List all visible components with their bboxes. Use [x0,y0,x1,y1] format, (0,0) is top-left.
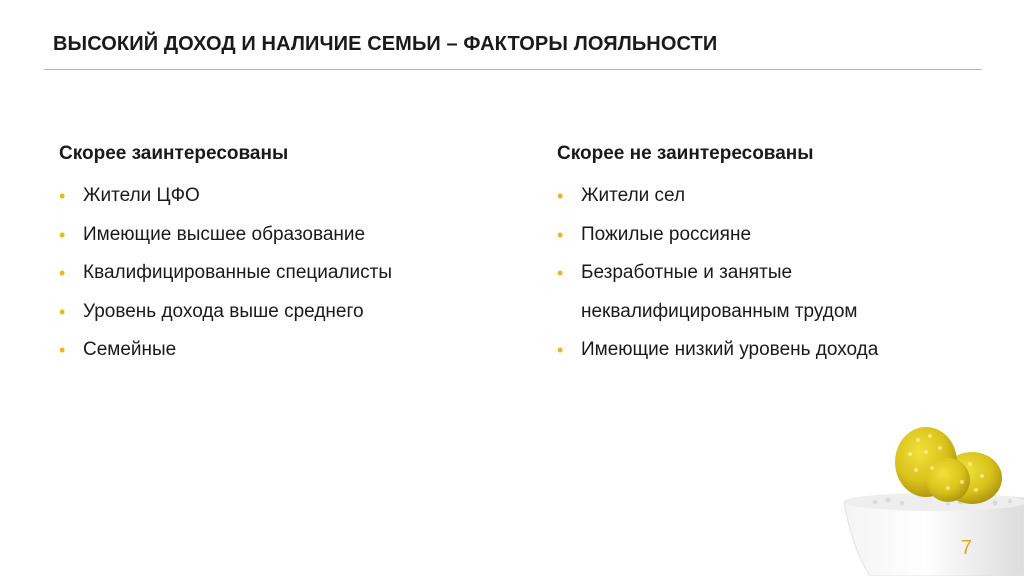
not-interested-list [557,177,977,370]
list-item: • Квалифицированные специалисты [59,254,479,293]
bullet-icon: • [59,340,66,360]
bullet-icon: • [557,186,564,206]
bullet-icon: • [59,186,66,206]
list-item: • Жители сел [557,177,977,216]
bullet-icon: • [59,224,66,245]
list-item: • Уровень дохода выше среднего [59,293,479,332]
list-item: • Жители ЦФО [59,177,479,216]
list-item: • Безработные и занятые неквалифицированным трудом [557,254,911,331]
list-item: • Пожилые россияне [557,216,977,255]
bullet-icon: • [59,263,66,283]
page-number: 7 [960,537,972,559]
interested-heading: Скорее заинтересованы [59,143,289,164]
bullet-icon: • [557,263,564,283]
not-interested-heading: Скорее не заинтересованы [557,143,814,164]
bullet-icon: • [557,340,564,360]
list-item: • Имеющие высшее образование [59,216,479,255]
cactus-plant-icon [830,418,1024,576]
list-item: • Семейные [59,331,479,370]
bullet-icon: • [557,224,564,245]
not-interested-column [557,141,977,370]
title-divider [44,69,982,70]
interested-column [59,141,479,370]
interested-list [59,177,479,370]
bullet-icon: • [59,301,66,322]
slide-title: ВЫСОКИЙ ДОХОД И НАЛИЧИЕ СЕМЬИ – ФАКТОРЫ ЛОЯЛЬНОСТИ [53,33,718,55]
list-item: • Имеющие низкий уровень дохода [557,331,977,370]
